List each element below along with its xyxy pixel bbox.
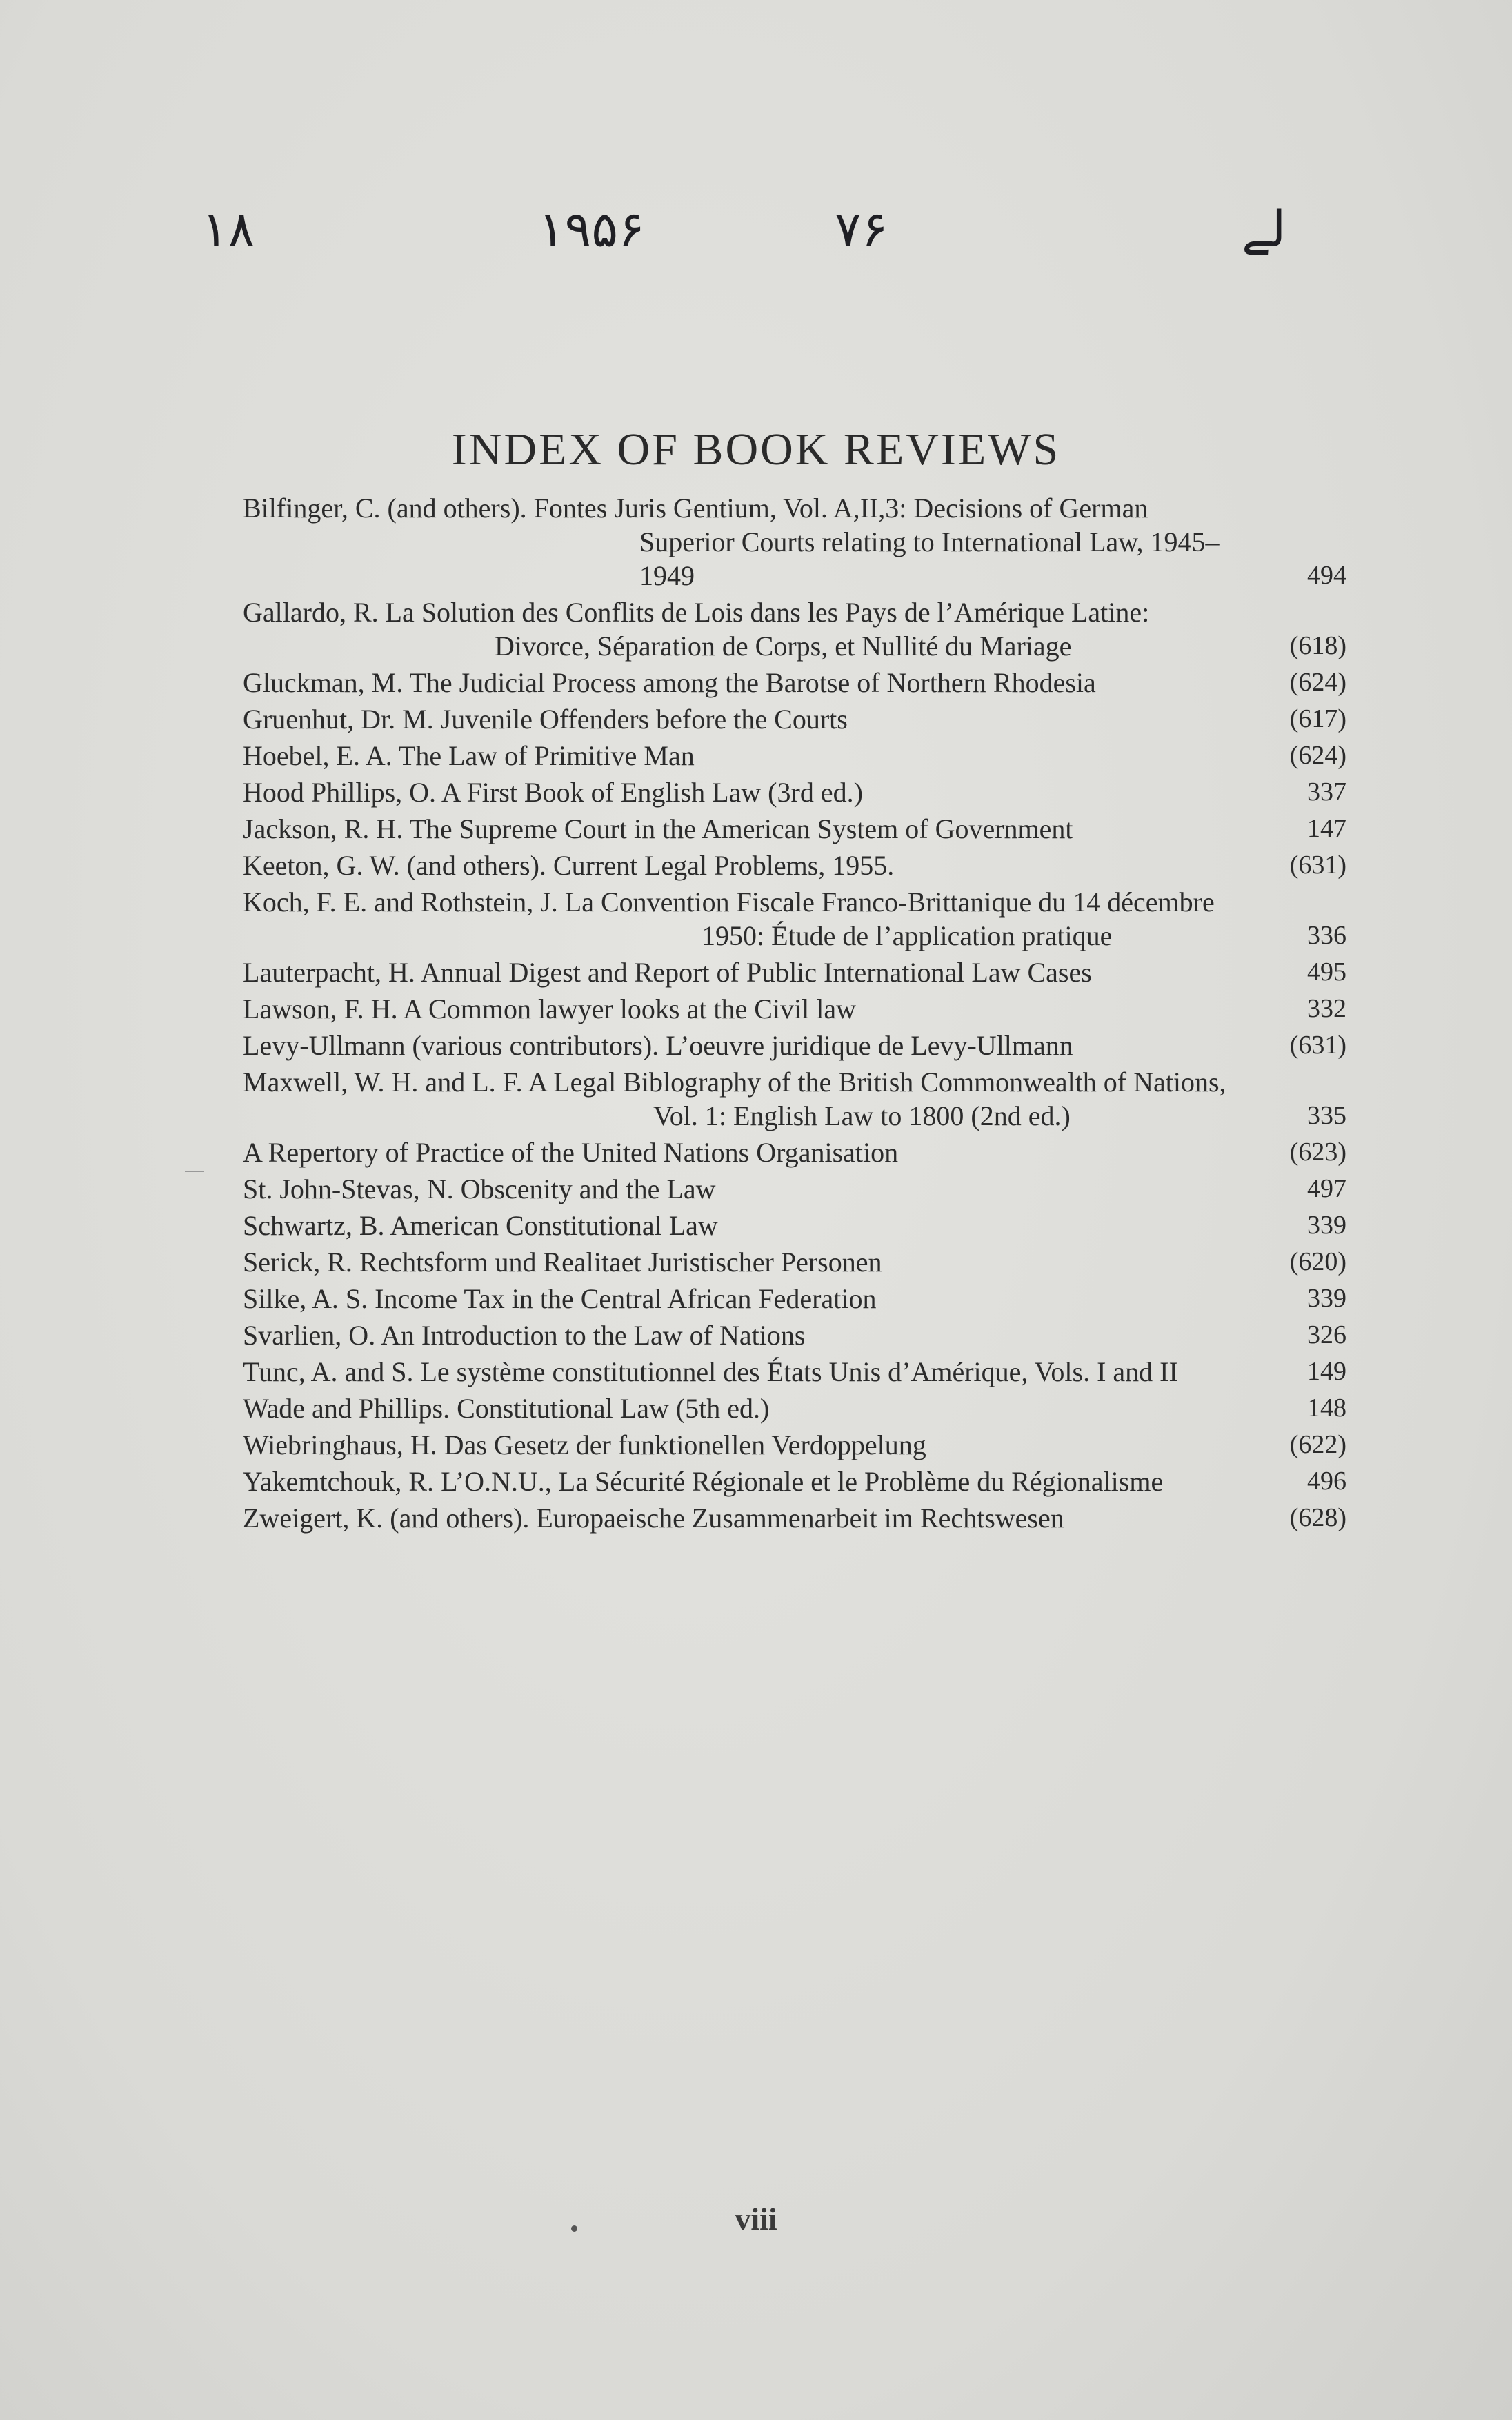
entry-text — [243, 1465, 1243, 1498]
entry-page-number: 495 — [1307, 958, 1346, 986]
page-number: viii — [735, 2201, 777, 2236]
entry-work: Current Legal Problems, 1955. — [553, 850, 895, 881]
list-item — [243, 1465, 1346, 1498]
list-item — [243, 1245, 1346, 1279]
entry-author: Maxwell, W. H. and L. F. — [243, 1067, 523, 1098]
entry-text — [243, 1428, 1243, 1462]
entry-text — [243, 1135, 1243, 1169]
entry-author: Wiebringhaus, H. — [243, 1429, 437, 1460]
entry-text — [243, 666, 1243, 700]
list-item — [243, 1135, 1346, 1169]
page-title: INDEX OF BOOK REVIEWS — [451, 424, 1061, 475]
entry-author: Levy-Ullmann (various contributors). — [243, 1030, 659, 1061]
list-item — [243, 775, 1346, 809]
handwritten-mark: ۱۹۵۶ — [538, 200, 645, 258]
entry-work: The Judicial Process among the Barotse of Northern Rhodesia — [409, 667, 1096, 698]
entry-work: A Legal Biblography of the British Commonwealth of Nations, Vol. 1: English Law to 1800 (2nd ed.) — [528, 1067, 1226, 1131]
entry-page-number: 326 — [1307, 1320, 1346, 1349]
list-item — [243, 812, 1346, 846]
entry-page-number: 494 — [1307, 561, 1346, 590]
entry-page-number: 335 — [1307, 1101, 1346, 1130]
list-item — [243, 1282, 1346, 1316]
entry-page-number: 339 — [1307, 1211, 1346, 1240]
entry-author: Serick, R. — [243, 1247, 352, 1278]
list-item — [243, 1428, 1346, 1462]
entry-work: The Law of Primitive Man — [398, 740, 695, 771]
entry-text — [243, 849, 1243, 882]
list-item — [243, 491, 1346, 593]
entry-text — [243, 1172, 1243, 1206]
list-item — [243, 1501, 1346, 1535]
list-item — [243, 1065, 1346, 1133]
entry-author: Gruenhut, Dr. M. — [243, 704, 434, 735]
entry-page-number: (617) — [1289, 704, 1346, 733]
entry-text — [243, 1282, 1243, 1316]
entry-text — [243, 1318, 1243, 1352]
entry-work: An Introduction to the Law of Nations — [380, 1320, 806, 1351]
entry-page-number: 147 — [1307, 814, 1346, 843]
entry-text — [243, 1391, 1243, 1425]
entry-work: Fontes Juris Gentium, Vol. A,II,3: Decisions of German Superior Courts relating to International Law, 1945–1949 — [533, 493, 1220, 591]
entry-work: La Convention Fiscale Franco-Brittanique du 14 décembre 1950: Étude de l’application pratique — [564, 886, 1215, 951]
entry-page-number: (620) — [1289, 1247, 1346, 1276]
entry-work: Das Gesetz der funktionellen Verdoppelung — [444, 1429, 926, 1460]
entry-author: Wade and Phillips. — [243, 1393, 450, 1424]
margin-dash — [185, 1171, 204, 1172]
entry-text — [243, 955, 1243, 989]
entry-text — [243, 702, 1243, 736]
entry-author: Gallardo, R. — [243, 597, 379, 628]
entry-work: American Constitutional Law — [390, 1210, 718, 1241]
handwritten-mark: ۱۸ — [201, 200, 255, 258]
entry-page-number: (624) — [1289, 741, 1346, 770]
entry-text — [243, 1245, 1243, 1279]
entry-author: Bilfinger, C. (and others). — [243, 493, 527, 524]
list-item — [243, 955, 1346, 989]
entry-author: Keeton, G. W. (and others). — [243, 850, 546, 881]
list-item — [243, 1029, 1346, 1062]
entry-work: Obscenity and the Law — [460, 1173, 716, 1204]
entry-work: Constitutional Law (5th ed.) — [457, 1393, 770, 1424]
list-item — [243, 885, 1346, 953]
entry-page-number: (618) — [1289, 631, 1346, 660]
entry-text — [243, 775, 1243, 809]
entry-work: The Supreme Court in the American System of Government — [409, 813, 1073, 844]
entry-text — [243, 1065, 1243, 1133]
entry-author: Silke, A. S. — [243, 1283, 368, 1314]
entry-page-number: (624) — [1289, 668, 1346, 697]
entry-text — [243, 595, 1243, 663]
entry-page-number: 339 — [1307, 1284, 1346, 1313]
entry-work: Rechtsform und Realitaet Juristischer Personen — [359, 1247, 882, 1278]
entry-work: Europaeische Zusammenarbeit im Rechtswesen — [536, 1502, 1064, 1534]
review-index-list — [243, 491, 1346, 1538]
entry-work: A Repertory of Practice of the United Nations Organisation — [243, 1137, 899, 1168]
list-item — [243, 595, 1346, 663]
entry-author: Jackson, R. H. — [243, 813, 404, 844]
entry-page-number: 496 — [1307, 1467, 1346, 1496]
list-item — [243, 1209, 1346, 1242]
entry-text — [243, 491, 1243, 593]
entry-work: Le système constitutionnel des États Unis d’Amérique, Vols. I and II — [420, 1356, 1178, 1387]
entry-text — [243, 1029, 1243, 1062]
entry-work: A Common lawyer looks at the Civil law — [403, 993, 856, 1024]
list-item — [243, 849, 1346, 882]
entry-author: Svarlien, O. — [243, 1320, 376, 1351]
entry-page-number: (631) — [1289, 851, 1346, 880]
entry-author: Lauterpacht, H. — [243, 957, 415, 988]
entry-author: Zweigert, K. (and others). — [243, 1502, 530, 1534]
entry-text — [243, 885, 1243, 953]
entry-author: Schwartz, B. — [243, 1210, 385, 1241]
entry-page-number: (628) — [1289, 1503, 1346, 1532]
entry-text — [243, 992, 1243, 1026]
entry-author: Tunc, A. and S. — [243, 1356, 414, 1387]
entry-page-number: (623) — [1289, 1138, 1346, 1167]
handwritten-mark: ۷۶ — [835, 200, 888, 258]
entry-text — [243, 739, 1243, 773]
entry-text — [243, 1501, 1243, 1535]
entry-page-number: 497 — [1307, 1174, 1346, 1203]
entry-page-number: 332 — [1307, 994, 1346, 1023]
entry-work: Juvenile Offenders before the Courts — [440, 704, 848, 735]
entry-work: Annual Digest and Report of Public International Law Cases — [420, 957, 1092, 988]
entry-page-number: 149 — [1307, 1357, 1346, 1386]
entry-author: Gluckman, M. — [243, 667, 404, 698]
entry-page-number: 336 — [1307, 921, 1346, 950]
list-item — [243, 992, 1346, 1026]
entry-work: Income Tax in the Central African Federation — [375, 1283, 877, 1314]
list-item — [243, 1391, 1346, 1425]
entry-text — [243, 1355, 1243, 1389]
list-item — [243, 1355, 1346, 1389]
handwritten-mark: لے — [1242, 200, 1286, 258]
entry-work: A First Book of English Law (3rd ed.) — [441, 777, 863, 808]
entry-page-number: (631) — [1289, 1031, 1346, 1060]
entry-author: Lawson, F. H. — [243, 993, 398, 1024]
entry-work: La Solution des Conflits de Lois dans les Pays de l’Amérique Latine: Divorce, Séparation de Corps, et Nullité du Mariage — [385, 597, 1150, 662]
entry-text — [243, 812, 1243, 846]
entry-author: Hoebel, E. A. — [243, 740, 392, 771]
entry-work: L’O.N.U., La Sécurité Régionale et le Problème du Régionalisme — [441, 1466, 1164, 1497]
list-item — [243, 666, 1346, 700]
entry-page-number: 148 — [1307, 1394, 1346, 1422]
entry-author: St. John-Stevas, N. — [243, 1173, 454, 1204]
list-item — [243, 1172, 1346, 1206]
list-item — [243, 739, 1346, 773]
entry-author: Koch, F. E. and Rothstein, J. — [243, 886, 558, 918]
entry-page-number: 337 — [1307, 777, 1346, 806]
entry-text — [243, 1209, 1243, 1242]
list-item — [243, 702, 1346, 736]
list-item — [243, 1318, 1346, 1352]
entry-page-number: (622) — [1289, 1430, 1346, 1459]
entry-author: Hood Phillips, O. — [243, 777, 437, 808]
entry-author: Yakemtchouk, R. — [243, 1466, 435, 1497]
entry-work: L’oeuvre juridique de Levy-Ullmann — [666, 1030, 1073, 1061]
